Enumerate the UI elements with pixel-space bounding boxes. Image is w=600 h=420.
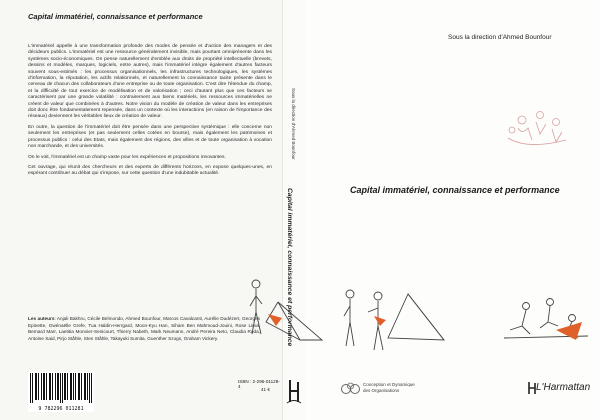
spine-editor: Sous la direction d'Ahmed Bounfour bbox=[291, 88, 296, 160]
summary-paragraph: Cet ouvrage, qui réunit des chercheurs et des experts de différents horizons, en expose quelques-unes, en espérant contribuer au débat qui s'impose, sur cette question d'une indubitable actualité. bbox=[28, 164, 272, 177]
collection-line: des Organisations bbox=[363, 387, 400, 393]
authors-text: : Anjali Bakhru, Cécile Belmondo, Ahmed Bounfour, Marcos Cavalcanti, Aurélie Dudézert, Georges Epinette, Gwénaëlle Grefe, Tua Haldin-Herrgard, Moon-Kyu Han, Siham Ben Mahmoud-Jouini, Rose Lima, Bernard Marr, Laetitia Monnier-Senicourt, Thierry Nabeth, Mark Neumann, André Pereira Neto, Claudia Roda, Antoine Said, Pirjo Ståhle, Sten Ståhle, Takayuki Sumita, Guenther Szogs, Graham Vickery. bbox=[28, 316, 261, 341]
barcode-number: 9 782296 011281 bbox=[38, 406, 84, 412]
collection-name bbox=[363, 382, 415, 393]
collection-logo-icon bbox=[340, 381, 362, 397]
publisher-name: L'Harmattan bbox=[536, 382, 591, 393]
summary-paragraph: L'immatériel appelle à une transformation profonde des modes de pensée et d'action des managers et des décideurs publics. L'immatériel est une ressource généralement invisible, mais pourtant omniprésente dans les systèmes socio-économiques. On pense naturellement d'emblée aux droits de propriété intellectuelle (brevets, dessins et modèles, marques, logiciels, entre autres), mais l'immatériel intègre également d'autres facteurs souvent sous-estimés : les processus organisationnels, les infrastructures technologiques, les systèmes d'information, la réputation, les actifs relationnels, et naturellement la connaissance tacite présente dans le cerveau de chacun des collaborateurs d'une entreprise ou de toute organisation. C'est dire l'étendue du champ, et la difficulté de tout exercice de modélisation et de valorisation ; ceci d'autant plus que ces facteurs se caractérisent par une grande volatilité : contrairement aux biens matériels, les ressources immatérielles ne créent de valeur que combinées à d'autres. Notre vision du modèle de création de valeur dans les entreprises doit donc être fondamentalement repensée, dans un contexte où les interactions (en raison de l'importance des réseaux) deviennent les véritables lieux de création de valeur. bbox=[28, 44, 272, 120]
summary-paragraph: On le voit, l'immatériel est un champ vaste pour les expériences et propositions innovantes. bbox=[28, 154, 226, 160]
collection-line: Conception et Dynamique bbox=[363, 382, 415, 387]
front-direction: Sous la direction d'Ahmed Bounfour bbox=[448, 34, 552, 41]
back-title: Capital immatériel, connaissance et performance bbox=[28, 12, 203, 21]
front-title: Capital immatériel, connaissance et performance bbox=[350, 185, 560, 195]
isbn: ISBN : 2-296-01128-4 bbox=[238, 379, 280, 389]
publisher-logo-icon bbox=[282, 376, 306, 406]
price: 41 € bbox=[261, 387, 270, 392]
back-summary bbox=[28, 44, 272, 182]
summary-paragraph: En outre, la question de l'immatériel doit être pensée dans une perspective systémique : elle concerne non seulement les entreprises (et pas seulement celles cotées en bourse), mais également les patrimoines et processus publics : celui des Etats, mais également des régions, des villes et de toute organisation à vocation non marchande, et des universités. bbox=[28, 124, 272, 150]
authors-label: Les auteurs bbox=[28, 316, 55, 321]
spine-title: Capital immatériel, connaissance et performance bbox=[286, 188, 293, 347]
back-cover bbox=[0, 0, 282, 420]
barcode-icon bbox=[28, 372, 94, 412]
authors-list bbox=[28, 316, 260, 342]
front-cover bbox=[306, 0, 600, 420]
